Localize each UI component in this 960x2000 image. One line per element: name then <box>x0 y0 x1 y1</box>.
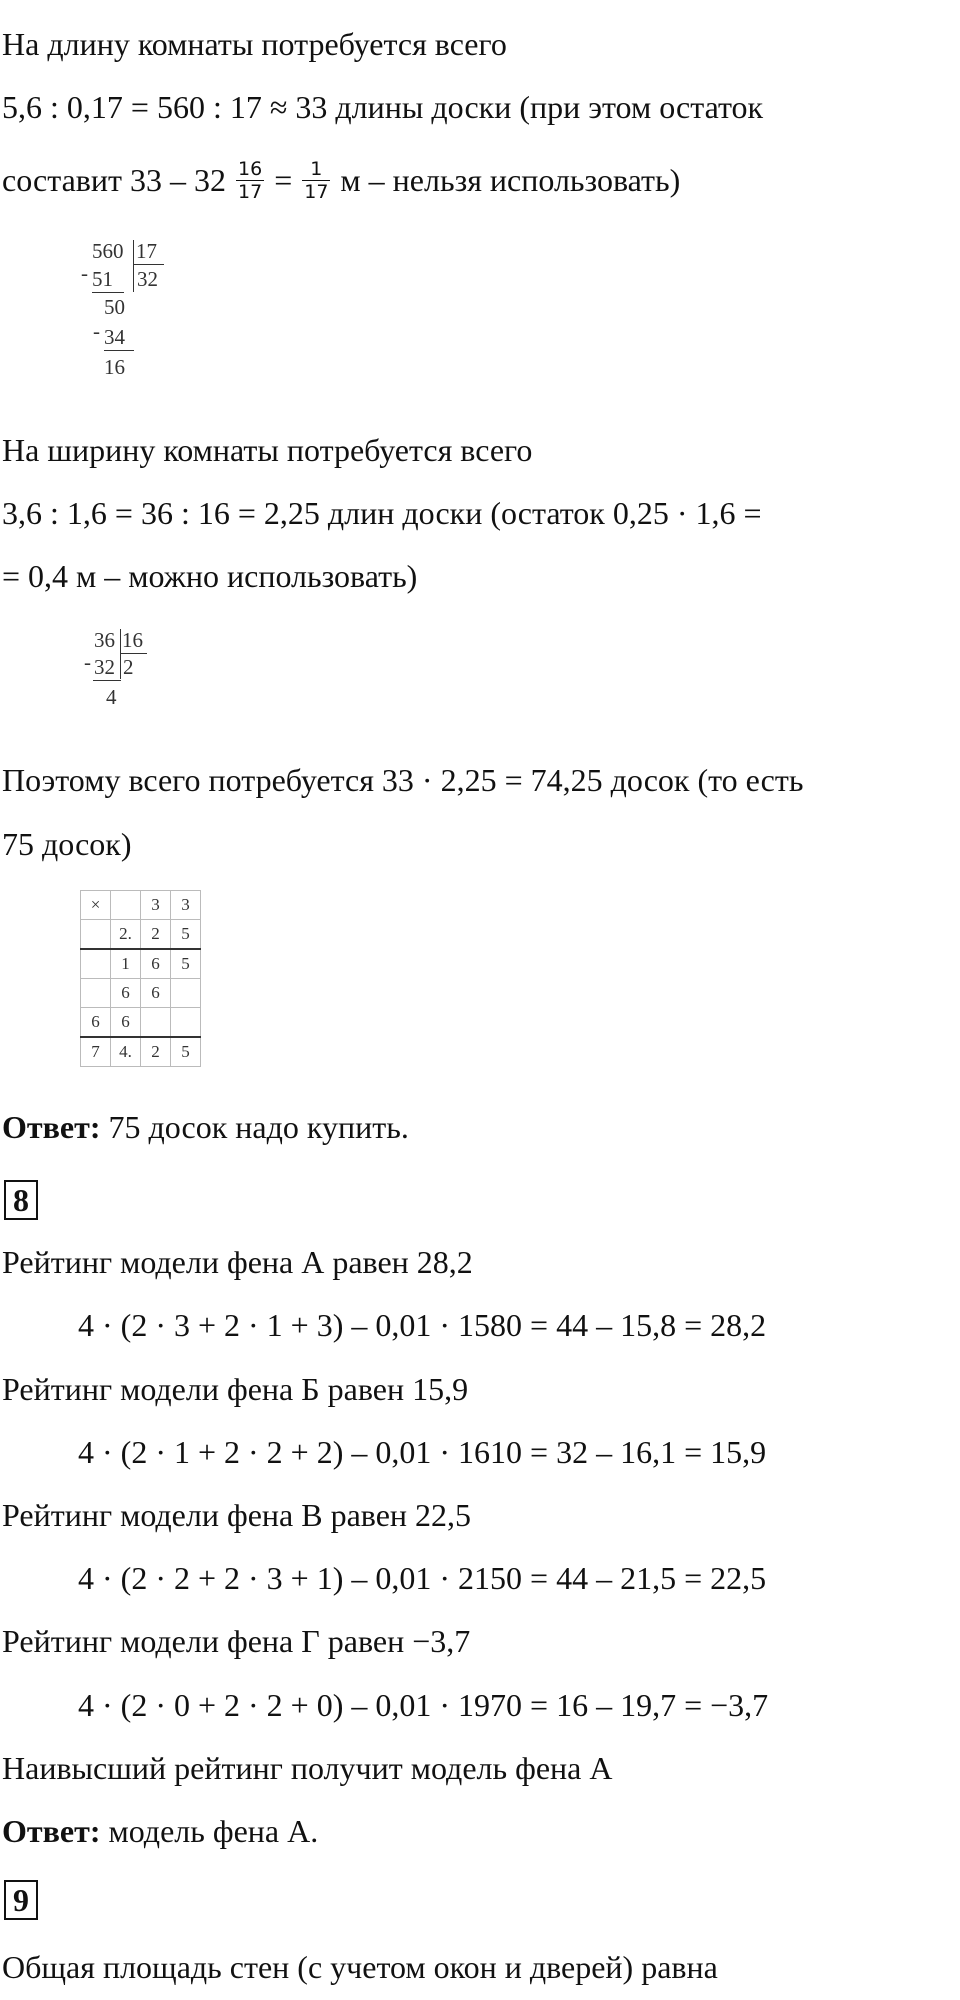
equals-sign: = <box>274 162 293 198</box>
text-line <box>2 160 680 206</box>
subtrahend: 32 <box>94 655 115 679</box>
text-line: Рейтинг модели фена Б равен 15,9 <box>2 1371 469 1407</box>
table-cell <box>141 1008 171 1038</box>
text-line: 3,6 : 1,6 = 36 : 16 = 2,25 длин доски (остаток 0,25 · 1,6 = <box>2 495 762 531</box>
table-cell: 6 <box>111 1008 141 1038</box>
divisor: 17 <box>136 239 157 263</box>
table-cell <box>81 949 111 979</box>
table-cell: 6 <box>81 1008 111 1038</box>
multiplication-table <box>80 890 201 1067</box>
dividend: 560 <box>92 239 124 263</box>
text-fragment: составит 33 – 32 <box>2 162 226 198</box>
table-cell <box>81 979 111 1008</box>
fraction-denominator: 17 <box>304 181 329 204</box>
quotient: 32 <box>137 267 158 291</box>
minus-sign: - <box>84 650 91 674</box>
quotient: 2 <box>123 655 134 679</box>
answer-line <box>2 1811 318 1851</box>
table-cell: 5 <box>171 920 201 950</box>
table-row <box>81 949 201 979</box>
text-line: = 0,4 м – можно использовать) <box>2 558 418 594</box>
fraction-denominator: 17 <box>238 181 263 204</box>
table-cell <box>171 979 201 1008</box>
text-line: Общая площадь стен (с учетом окон и дверей) равна <box>2 1949 718 1985</box>
table-cell: 2. <box>111 920 141 950</box>
table-row <box>81 1037 201 1067</box>
table-cell: 4. <box>111 1037 141 1067</box>
text-line: На ширину комнаты потребуется всего <box>2 432 533 468</box>
table-cell: 2 <box>141 920 171 950</box>
table-cell: 6 <box>111 979 141 1008</box>
table-cell: 5 <box>171 1037 201 1067</box>
table-row <box>81 920 201 950</box>
table-row <box>81 1008 201 1038</box>
division-bracket <box>133 240 134 292</box>
fraction <box>236 158 264 203</box>
table-cell: 1 <box>111 949 141 979</box>
division-line <box>104 350 134 351</box>
equation-line: 4 · (2 · 2 + 2 · 3 + 1) – 0,01 · 2150 = 44 – 21,5 = 22,5 <box>78 1560 767 1596</box>
text-fragment: м – нельзя использовать) <box>340 162 681 198</box>
dividend: 36 <box>94 628 115 652</box>
remainder: 50 <box>104 295 125 319</box>
text-line: Наивысший рейтинг получит модель фена А <box>2 1750 613 1786</box>
equation-line: 4 · (2 · 0 + 2 · 2 + 0) – 0,01 · 1970 = 16 – 19,7 = −3,7 <box>78 1687 769 1723</box>
text-line: 5,6 : 0,17 = 560 : 17 ≈ 33 длины доски (при этом остаток <box>2 89 764 125</box>
table-cell <box>171 1008 201 1038</box>
minus-sign: - <box>93 319 100 343</box>
text-line: Поэтому всего потребуется 33 · 2,25 = 74,25 досок (то есть <box>2 762 804 798</box>
table-row <box>81 979 201 1008</box>
table-cell <box>111 891 141 920</box>
answer-label: Ответ: <box>2 1813 101 1849</box>
minus-sign: - <box>81 261 88 285</box>
equation-line: 4 · (2 · 1 + 2 · 2 + 2) – 0,01 · 1610 = 32 – 16,1 = 15,9 <box>78 1434 767 1470</box>
table-cell: 7 <box>81 1037 111 1067</box>
equation-line: 4 · (2 · 3 + 2 · 1 + 3) – 0,01 · 1580 = 44 – 15,8 = 28,2 <box>78 1307 767 1343</box>
text-line: Рейтинг модели фена В равен 22,5 <box>2 1497 472 1533</box>
text-line: Рейтинг модели фена А равен 28,2 <box>2 1244 473 1280</box>
table-cell: 6 <box>141 949 171 979</box>
remainder: 4 <box>106 685 117 709</box>
answer-text: 75 досок надо купить. <box>100 1109 409 1145</box>
table-cell: 3 <box>171 891 201 920</box>
table-row <box>81 891 201 920</box>
fraction <box>302 158 330 203</box>
subtrahend: 51 <box>92 267 113 291</box>
subtrahend: 34 <box>104 325 125 349</box>
divisor: 16 <box>122 628 143 652</box>
table-cell: 5 <box>171 949 201 979</box>
remainder: 16 <box>104 355 125 379</box>
table-cell: 2 <box>141 1037 171 1067</box>
table-cell: 3 <box>141 891 171 920</box>
table-cell: × <box>81 891 111 920</box>
text-line: Рейтинг модели фена Г равен −3,7 <box>2 1623 471 1659</box>
answer-text: модель фена А. <box>100 1813 319 1849</box>
table-cell: 6 <box>141 979 171 1008</box>
long-division-36-16 <box>80 627 170 727</box>
answer-label: Ответ: <box>2 1109 101 1145</box>
fraction-numerator: 16 <box>238 158 263 181</box>
division-line <box>93 680 121 681</box>
text-line: 75 досок) <box>2 826 132 862</box>
fraction-numerator: 1 <box>302 158 330 181</box>
long-division-560-17 <box>78 238 188 418</box>
table-cell <box>81 920 111 950</box>
answer-line <box>2 1107 409 1147</box>
text-line: На длину комнаты потребуется всего <box>2 26 507 62</box>
problem-number: 9 <box>4 1880 38 1920</box>
problem-number: 8 <box>4 1180 38 1220</box>
